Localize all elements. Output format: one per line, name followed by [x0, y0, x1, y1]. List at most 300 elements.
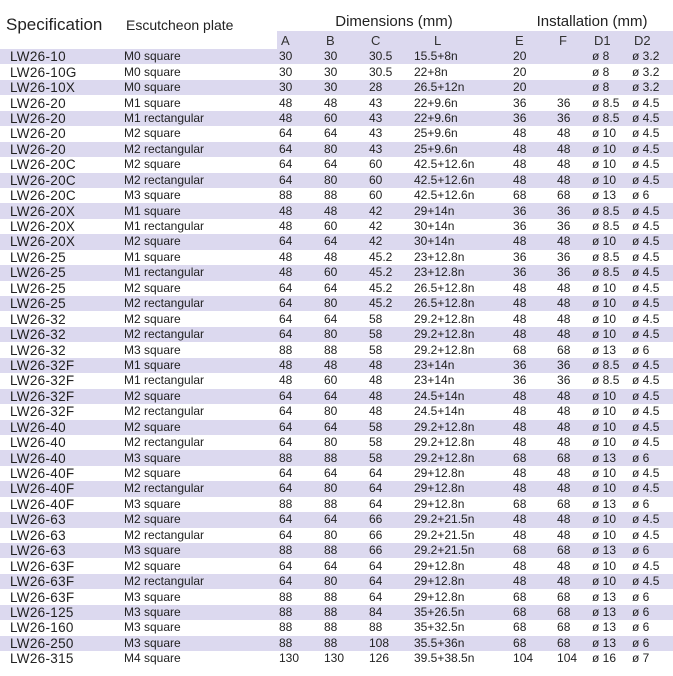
cell-f: 48 [555, 435, 590, 450]
table-row [0, 342, 673, 357]
table-row [0, 497, 673, 512]
cell-f: 48 [555, 234, 590, 249]
cell-d2: ø 6 [630, 342, 673, 357]
cell-l: 25+9.6n [412, 142, 511, 157]
cell-c: 30.5 [367, 64, 412, 79]
cell-b: 80 [322, 574, 367, 589]
cell-spec: LW26-63F [0, 574, 120, 589]
cell-spec: LW26-63F [0, 589, 120, 604]
cell-a: 64 [277, 296, 322, 311]
cell-b: 30 [322, 64, 367, 79]
cell-c: 30.5 [367, 49, 412, 64]
cell-e: 36 [511, 219, 555, 234]
table-row [0, 450, 673, 465]
header-col-e: E [511, 31, 555, 49]
table-row [0, 327, 673, 342]
cell-f: 68 [555, 450, 590, 465]
cell-d1: ø 13 [590, 188, 630, 203]
cell-l: 29+12.8n [412, 558, 511, 573]
cell-spec: LW26-20 [0, 142, 120, 157]
cell-d1: ø 13 [590, 450, 630, 465]
cell-d2: ø 7 [630, 651, 673, 666]
cell-e: 48 [511, 481, 555, 496]
cell-esc: M2 rectangular [120, 327, 277, 342]
cell-a: 64 [277, 404, 322, 419]
cell-a: 88 [277, 605, 322, 620]
cell-d1: ø 13 [590, 620, 630, 635]
cell-d2: ø 4.5 [630, 481, 673, 496]
cell-a: 88 [277, 188, 322, 203]
cell-b: 88 [322, 342, 367, 357]
cell-b: 64 [322, 311, 367, 326]
cell-d2: ø 4.5 [630, 157, 673, 172]
cell-f: 36 [555, 111, 590, 126]
cell-l: 29.2+12.8n [412, 435, 511, 450]
cell-spec: LW26-20 [0, 95, 120, 110]
cell-d2: ø 6 [630, 450, 673, 465]
table-row [0, 543, 673, 558]
cell-d2: ø 4.5 [630, 404, 673, 419]
cell-l: 29+12.8n [412, 574, 511, 589]
cell-spec: LW26-40F [0, 466, 120, 481]
cell-d2: ø 6 [630, 620, 673, 635]
cell-l: 30+14n [412, 219, 511, 234]
cell-d1: ø 10 [590, 327, 630, 342]
cell-spec: LW26-32F [0, 373, 120, 388]
cell-a: 64 [277, 234, 322, 249]
cell-esc: M3 square [120, 188, 277, 203]
cell-d2: ø 4.5 [630, 126, 673, 141]
cell-d1: ø 10 [590, 389, 630, 404]
cell-d1: ø 10 [590, 296, 630, 311]
cell-b: 80 [322, 528, 367, 543]
cell-f: 68 [555, 636, 590, 651]
cell-d1: ø 10 [590, 126, 630, 141]
cell-b: 64 [322, 558, 367, 573]
cell-f: 48 [555, 528, 590, 543]
cell-spec: LW26-40 [0, 450, 120, 465]
cell-l: 42.5+12.6n [412, 173, 511, 188]
header-col-d1: D1 [590, 31, 630, 49]
cell-c: 42 [367, 203, 412, 218]
cell-esc: M0 square [120, 80, 277, 95]
table-row [0, 466, 673, 481]
cell-esc: M3 square [120, 342, 277, 357]
cell-f: 48 [555, 311, 590, 326]
cell-d1: ø 10 [590, 481, 630, 496]
cell-e: 48 [511, 311, 555, 326]
cell-spec: LW26-40 [0, 420, 120, 435]
cell-d2: ø 4.5 [630, 466, 673, 481]
cell-b: 60 [322, 373, 367, 388]
cell-spec: LW26-250 [0, 636, 120, 651]
cell-esc: M2 rectangular [120, 481, 277, 496]
cell-l: 29+12.8n [412, 481, 511, 496]
cell-d1: ø 10 [590, 435, 630, 450]
cell-a: 48 [277, 111, 322, 126]
cell-d1: ø 8.5 [590, 111, 630, 126]
cell-c: 64 [367, 481, 412, 496]
cell-l: 35+26.5n [412, 605, 511, 620]
cell-a: 88 [277, 450, 322, 465]
cell-c: 58 [367, 327, 412, 342]
cell-f: 48 [555, 327, 590, 342]
cell-b: 88 [322, 188, 367, 203]
cell-c: 64 [367, 466, 412, 481]
cell-d2: ø 6 [630, 636, 673, 651]
cell-l: 29.2+12.8n [412, 311, 511, 326]
cell-c: 58 [367, 450, 412, 465]
cell-esc: M2 square [120, 126, 277, 141]
table-row [0, 311, 673, 326]
cell-l: 29.2+12.8n [412, 420, 511, 435]
cell-esc: M4 square [120, 651, 277, 666]
cell-d2: ø 4.5 [630, 435, 673, 450]
cell-b: 48 [322, 95, 367, 110]
cell-e: 48 [511, 574, 555, 589]
cell-d2: ø 6 [630, 605, 673, 620]
cell-a: 130 [277, 651, 322, 666]
cell-l: 29.2+12.8n [412, 450, 511, 465]
cell-esc: M2 square [120, 157, 277, 172]
cell-f: 68 [555, 543, 590, 558]
header-col-b: B [322, 31, 367, 49]
cell-d1: ø 10 [590, 234, 630, 249]
cell-a: 88 [277, 342, 322, 357]
table-row [0, 49, 673, 64]
cell-d1: ø 8.5 [590, 250, 630, 265]
cell-l: 26.5+12.8n [412, 281, 511, 296]
cell-b: 48 [322, 203, 367, 218]
cell-a: 48 [277, 265, 322, 280]
cell-d2: ø 6 [630, 589, 673, 604]
cell-e: 48 [511, 126, 555, 141]
cell-f: 48 [555, 126, 590, 141]
table-row [0, 265, 673, 280]
cell-e: 48 [511, 234, 555, 249]
cell-f: 68 [555, 188, 590, 203]
cell-c: 45.2 [367, 250, 412, 265]
cell-esc: M1 square [120, 358, 277, 373]
cell-d2: ø 4.5 [630, 373, 673, 388]
cell-esc: M0 square [120, 64, 277, 79]
table-row [0, 636, 673, 651]
cell-esc: M2 square [120, 311, 277, 326]
cell-esc: M3 square [120, 450, 277, 465]
cell-e: 68 [511, 342, 555, 357]
cell-d1: ø 8 [590, 80, 630, 95]
cell-l: 35.5+36n [412, 636, 511, 651]
cell-l: 42.5+12.6n [412, 188, 511, 203]
table-row [0, 188, 673, 203]
cell-l: 23+14n [412, 373, 511, 388]
cell-e: 48 [511, 142, 555, 157]
cell-l: 29+12.8n [412, 466, 511, 481]
cell-spec: LW26-20C [0, 188, 120, 203]
cell-d1: ø 8.5 [590, 265, 630, 280]
cell-esc: M3 square [120, 543, 277, 558]
cell-d1: ø 10 [590, 466, 630, 481]
cell-esc: M2 square [120, 420, 277, 435]
cell-a: 30 [277, 80, 322, 95]
cell-c: 108 [367, 636, 412, 651]
cell-d2: ø 4.5 [630, 558, 673, 573]
cell-l: 29.2+21.5n [412, 512, 511, 527]
cell-a: 64 [277, 327, 322, 342]
cell-c: 42 [367, 219, 412, 234]
cell-d2: ø 4.5 [630, 234, 673, 249]
cell-spec: LW26-10G [0, 64, 120, 79]
cell-d2: ø 4.5 [630, 265, 673, 280]
cell-a: 88 [277, 589, 322, 604]
cell-esc: M2 square [120, 234, 277, 249]
cell-e: 68 [511, 620, 555, 635]
cell-b: 64 [322, 466, 367, 481]
cell-d1: ø 13 [590, 342, 630, 357]
cell-d1: ø 8 [590, 49, 630, 64]
cell-a: 64 [277, 311, 322, 326]
cell-b: 80 [322, 327, 367, 342]
cell-esc: M2 rectangular [120, 404, 277, 419]
cell-b: 88 [322, 605, 367, 620]
cell-f: 68 [555, 589, 590, 604]
cell-esc: M2 square [120, 558, 277, 573]
header-installation: Installation (mm) [511, 0, 673, 31]
cell-esc: M2 rectangular [120, 296, 277, 311]
cell-d1: ø 16 [590, 651, 630, 666]
cell-c: 42 [367, 234, 412, 249]
cell-e: 48 [511, 389, 555, 404]
cell-f: 48 [555, 574, 590, 589]
cell-a: 48 [277, 373, 322, 388]
cell-e: 48 [511, 173, 555, 188]
cell-d2: ø 6 [630, 543, 673, 558]
cell-b: 88 [322, 450, 367, 465]
cell-esc: M1 rectangular [120, 265, 277, 280]
cell-c: 43 [367, 142, 412, 157]
cell-c: 64 [367, 558, 412, 573]
cell-d1: ø 10 [590, 528, 630, 543]
cell-b: 64 [322, 234, 367, 249]
cell-d1: ø 13 [590, 589, 630, 604]
cell-e: 36 [511, 265, 555, 280]
table-row [0, 111, 673, 126]
cell-f: 48 [555, 558, 590, 573]
cell-spec: LW26-20C [0, 157, 120, 172]
cell-a: 30 [277, 49, 322, 64]
cell-b: 64 [322, 281, 367, 296]
cell-f: 48 [555, 173, 590, 188]
cell-f: 104 [555, 651, 590, 666]
cell-a: 48 [277, 358, 322, 373]
cell-e: 48 [511, 435, 555, 450]
header-row-groups [0, 0, 673, 31]
cell-c: 58 [367, 342, 412, 357]
cell-d2: ø 4.5 [630, 574, 673, 589]
cell-a: 64 [277, 512, 322, 527]
cell-d2: ø 3.2 [630, 80, 673, 95]
header-col-l: L [412, 31, 511, 49]
cell-e: 36 [511, 203, 555, 218]
cell-spec: LW26-20 [0, 126, 120, 141]
cell-c: 66 [367, 528, 412, 543]
cell-f: 68 [555, 620, 590, 635]
cell-e: 68 [511, 497, 555, 512]
cell-d1: ø 10 [590, 404, 630, 419]
cell-spec: LW26-32 [0, 311, 120, 326]
table-row [0, 528, 673, 543]
cell-spec: LW26-10X [0, 80, 120, 95]
cell-f: 36 [555, 250, 590, 265]
cell-spec: LW26-32 [0, 327, 120, 342]
cell-spec: LW26-20X [0, 203, 120, 218]
cell-spec: LW26-20X [0, 219, 120, 234]
cell-c: 84 [367, 605, 412, 620]
cell-d1: ø 8.5 [590, 358, 630, 373]
cell-c: 60 [367, 173, 412, 188]
cell-l: 22+9.6n [412, 111, 511, 126]
cell-esc: M2 rectangular [120, 574, 277, 589]
cell-c: 45.2 [367, 281, 412, 296]
cell-spec: LW26-32 [0, 342, 120, 357]
cell-spec: LW26-160 [0, 620, 120, 635]
cell-b: 30 [322, 49, 367, 64]
cell-d2: ø 4.5 [630, 95, 673, 110]
cell-c: 58 [367, 435, 412, 450]
cell-esc: M1 square [120, 250, 277, 265]
cell-e: 48 [511, 281, 555, 296]
cell-d1: ø 10 [590, 157, 630, 172]
table-row [0, 126, 673, 141]
cell-b: 64 [322, 389, 367, 404]
cell-b: 130 [322, 651, 367, 666]
cell-spec: LW26-25 [0, 281, 120, 296]
cell-f: 48 [555, 157, 590, 172]
table-row [0, 296, 673, 311]
cell-d1: ø 10 [590, 512, 630, 527]
cell-f: 36 [555, 265, 590, 280]
cell-b: 64 [322, 126, 367, 141]
cell-d1: ø 13 [590, 497, 630, 512]
cell-f: 36 [555, 373, 590, 388]
cell-e: 36 [511, 95, 555, 110]
cell-l: 24.5+14n [412, 389, 511, 404]
cell-l: 22+8n [412, 64, 511, 79]
cell-a: 64 [277, 481, 322, 496]
table-row [0, 281, 673, 296]
cell-f [555, 64, 590, 79]
cell-a: 64 [277, 142, 322, 157]
cell-l: 29+14n [412, 203, 511, 218]
cell-e: 20 [511, 49, 555, 64]
cell-c: 64 [367, 574, 412, 589]
cell-l: 29+12.8n [412, 589, 511, 604]
table-row [0, 80, 673, 95]
cell-a: 64 [277, 466, 322, 481]
table-row [0, 481, 673, 496]
cell-b: 64 [322, 157, 367, 172]
cell-d2: ø 4.5 [630, 173, 673, 188]
cell-d2: ø 4.5 [630, 281, 673, 296]
cell-c: 60 [367, 188, 412, 203]
cell-spec: LW26-25 [0, 265, 120, 280]
cell-a: 30 [277, 64, 322, 79]
cell-a: 64 [277, 435, 322, 450]
cell-spec: LW26-40F [0, 481, 120, 496]
cell-e: 48 [511, 558, 555, 573]
cell-e: 48 [511, 404, 555, 419]
cell-d2: ø 4.5 [630, 219, 673, 234]
cell-c: 48 [367, 358, 412, 373]
cell-esc: M3 square [120, 589, 277, 604]
cell-l: 26.5+12.8n [412, 296, 511, 311]
cell-esc: M2 square [120, 512, 277, 527]
table-row [0, 142, 673, 157]
cell-a: 88 [277, 543, 322, 558]
cell-f: 48 [555, 512, 590, 527]
cell-b: 60 [322, 265, 367, 280]
cell-e: 48 [511, 420, 555, 435]
cell-esc: M3 square [120, 497, 277, 512]
cell-l: 39.5+38.5n [412, 651, 511, 666]
cell-a: 88 [277, 620, 322, 635]
cell-spec: LW26-40F [0, 497, 120, 512]
cell-f: 48 [555, 389, 590, 404]
cell-e: 104 [511, 651, 555, 666]
cell-esc: M2 rectangular [120, 528, 277, 543]
cell-f: 36 [555, 95, 590, 110]
cell-d2: ø 4.5 [630, 358, 673, 373]
cell-b: 48 [322, 250, 367, 265]
cell-l: 23+14n [412, 358, 511, 373]
cell-d2: ø 3.2 [630, 64, 673, 79]
table-row [0, 157, 673, 172]
cell-a: 64 [277, 389, 322, 404]
cell-d1: ø 10 [590, 311, 630, 326]
cell-b: 88 [322, 620, 367, 635]
cell-d2: ø 4.5 [630, 311, 673, 326]
cell-d1: ø 8 [590, 64, 630, 79]
cell-c: 43 [367, 95, 412, 110]
table-row [0, 250, 673, 265]
cell-c: 126 [367, 651, 412, 666]
cell-e: 68 [511, 589, 555, 604]
cell-e: 20 [511, 80, 555, 95]
cell-esc: M2 square [120, 466, 277, 481]
header-col-a: A [277, 31, 322, 49]
cell-e: 48 [511, 296, 555, 311]
cell-c: 28 [367, 80, 412, 95]
cell-c: 48 [367, 404, 412, 419]
cell-esc: M1 rectangular [120, 373, 277, 388]
cell-spec: LW26-20 [0, 111, 120, 126]
table-row [0, 605, 673, 620]
cell-a: 64 [277, 528, 322, 543]
cell-f: 48 [555, 281, 590, 296]
table-row [0, 420, 673, 435]
cell-e: 68 [511, 636, 555, 651]
cell-spec: LW26-25 [0, 296, 120, 311]
cell-d2: ø 6 [630, 188, 673, 203]
cell-d2: ø 4.5 [630, 512, 673, 527]
cell-spec: LW26-63 [0, 512, 120, 527]
cell-e: 68 [511, 543, 555, 558]
cell-d1: ø 10 [590, 281, 630, 296]
cell-b: 88 [322, 636, 367, 651]
cell-d2: ø 4.5 [630, 389, 673, 404]
cell-l: 29.2+21.5n [412, 528, 511, 543]
cell-d2: ø 4.5 [630, 296, 673, 311]
